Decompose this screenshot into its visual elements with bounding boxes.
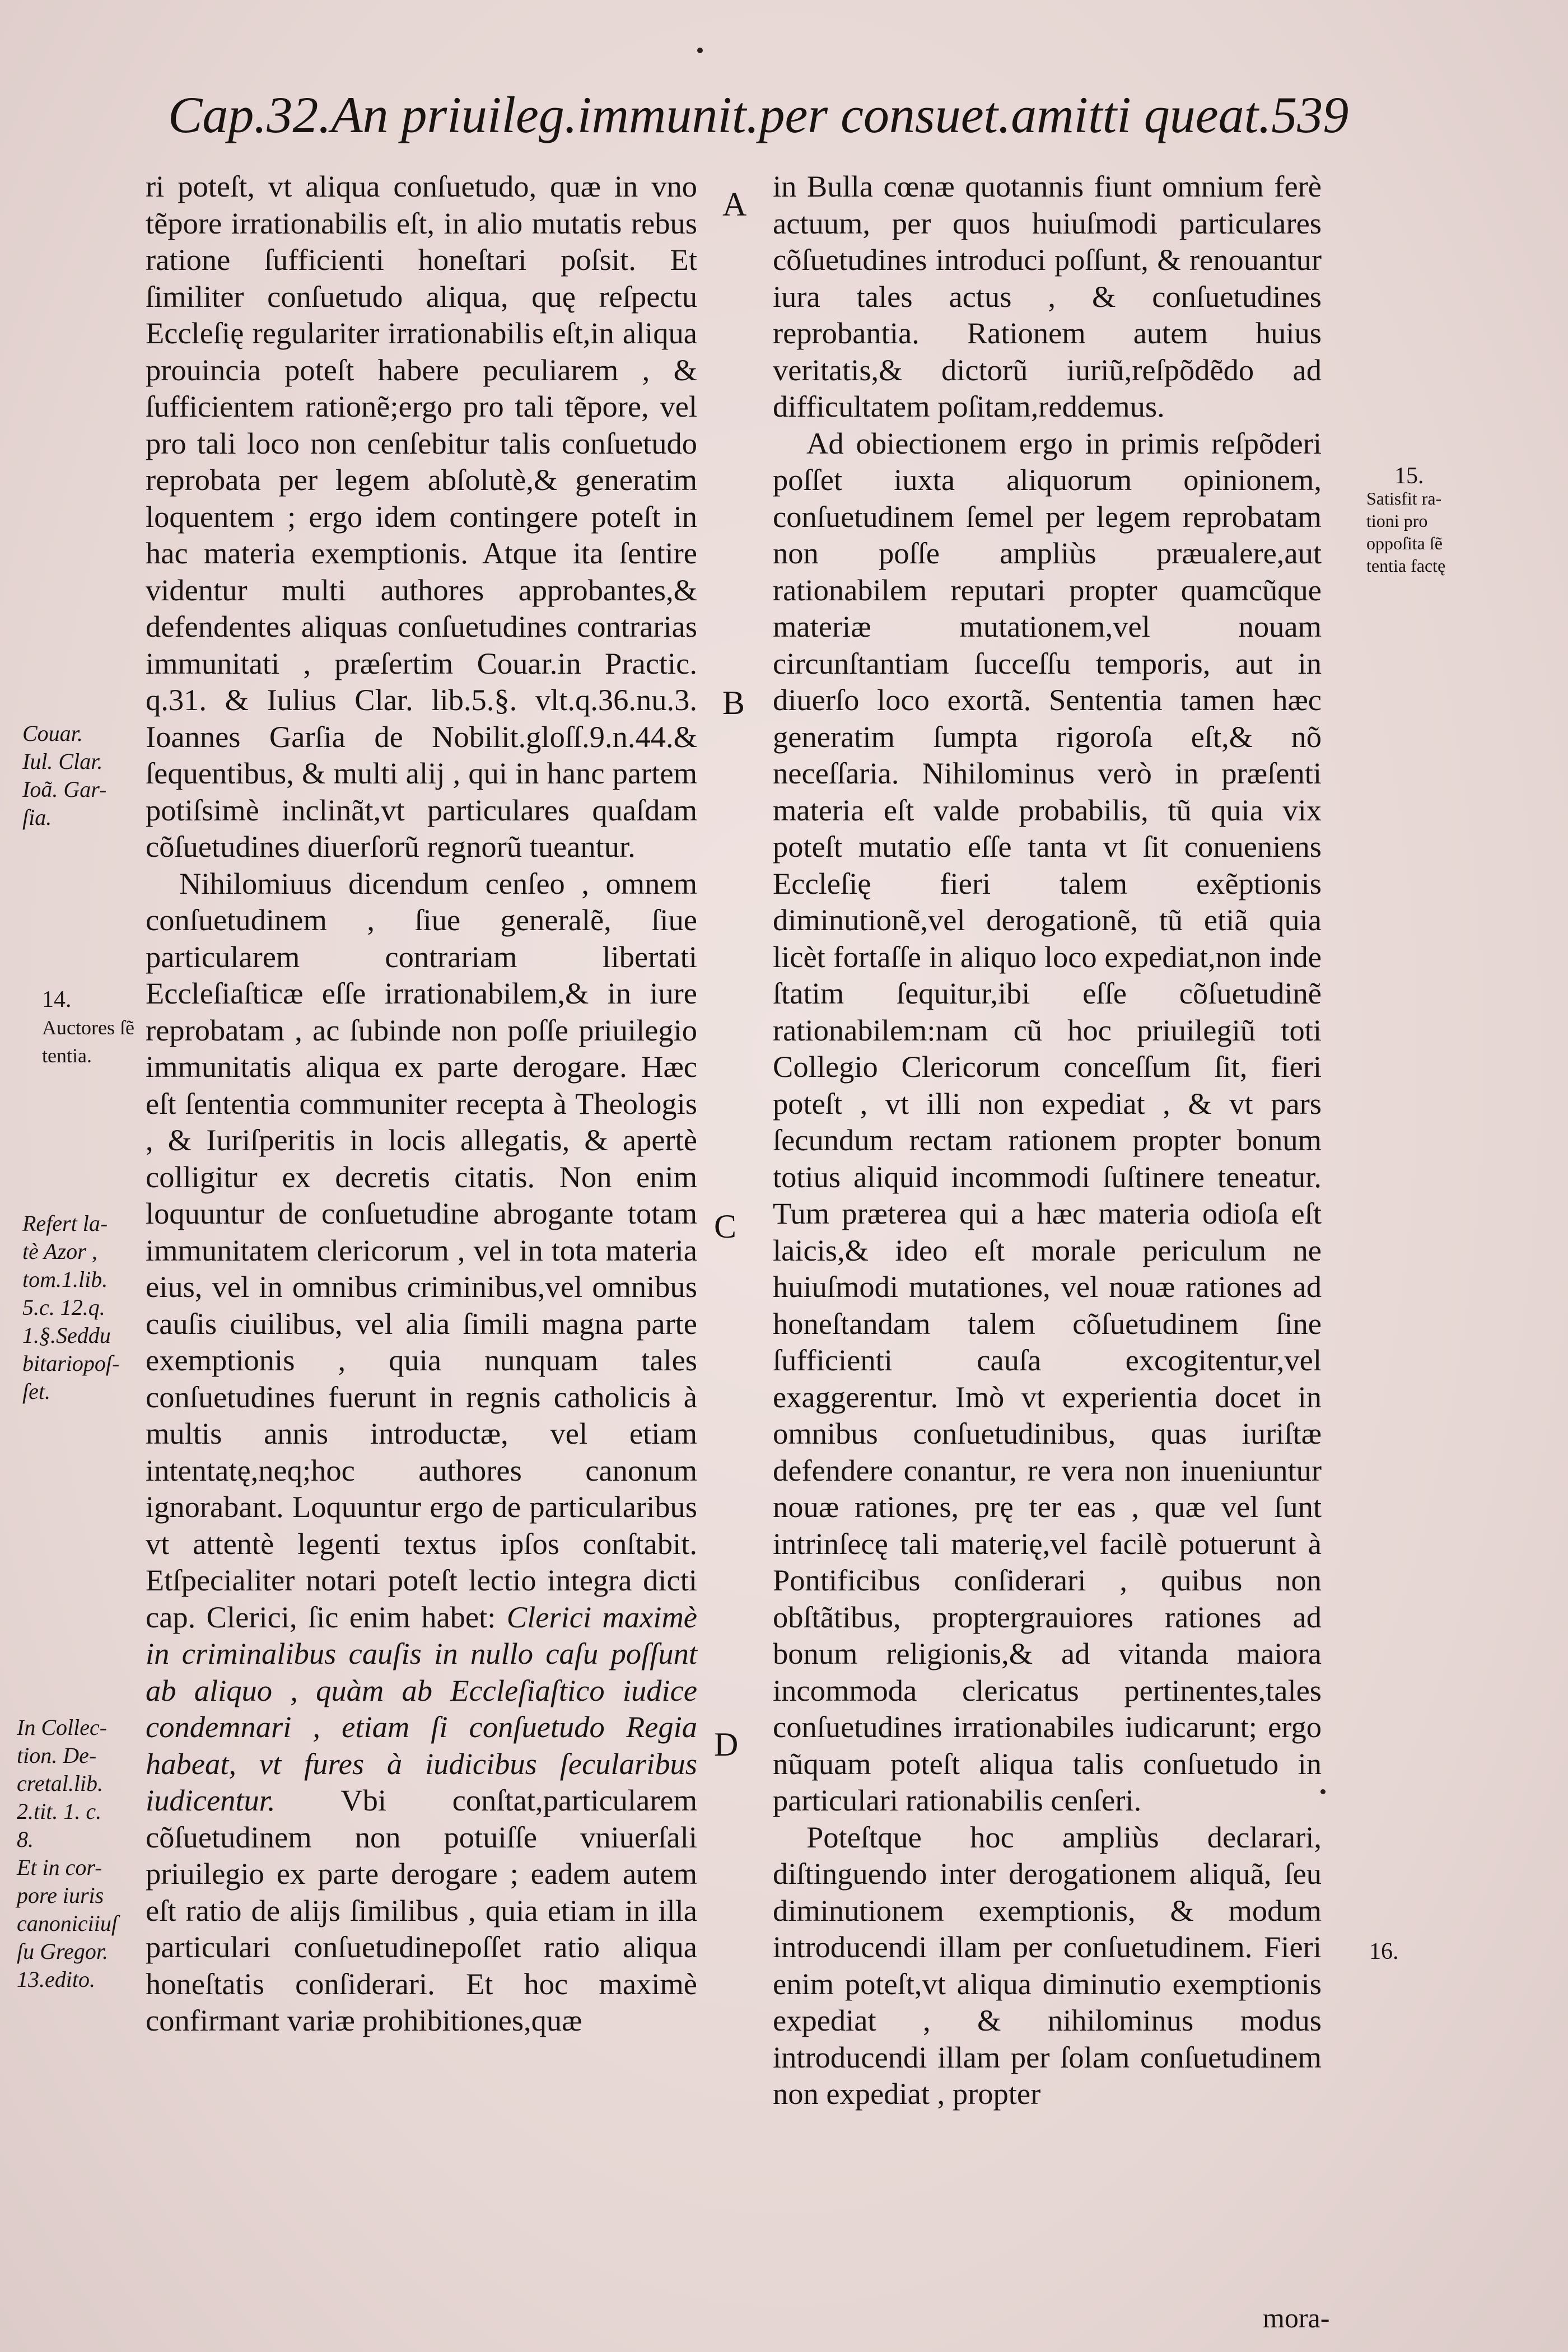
section-number-14: 14. <box>42 987 72 1012</box>
margin-note-14 <box>42 986 134 1070</box>
margin-line: ſet. <box>22 1379 50 1404</box>
catchword: mora- <box>1263 2302 1330 2334</box>
margin-line: tentia factę <box>1366 556 1446 576</box>
section-letter-a: A <box>722 186 747 223</box>
margin-line: tion. De- <box>17 1743 97 1768</box>
right-column <box>773 168 1322 2112</box>
margin-line: ſu Gregor. <box>17 1939 108 1964</box>
left-paragraph-1: ri poteſt, vt aliqua conſuetudo, quæ in vno tẽpore irrationabilis eſt, in alio mutatis rebus ratione ſufficienti honeſtari poſsit. Et ſimiliter conſuetudo aliqua, quę reſpectu Eccleſię regulariter irrationabilis eſt,in aliqua prouincia poteſt habere peculiarem , & ſufficientem rationẽ;ergo pro tali tẽpore, vel pro tali loco non cenſebitur talis conſuetudo reprobata per legem abſolutè,& generatim loquentem ; ergo idem contingere poteſt in hac materia exemptionis. Atque ita ſentire videntur multi authores approbantes,& defendentes aliquas conſuetudines contrarias immunitati , præſertim Couar.in Practic. q.31. & Iulius Clar. lib.5.§. vlt.q.36.nu.3. Ioannes Garſia de Nobilit.gloſſ.9.n.44.& ſequentibus, & multi alij , qui in hanc partem potiſsimè inclinãt,vt particulares quaſdam cõſuetudines diuerſorũ regnorũ tueantur. <box>146 169 697 864</box>
ink-spot <box>1320 1789 1326 1794</box>
right-paragraph-3: Poteſtque hoc ampliùs declarari, diſtinguendo inter derogationem aliquã, ſeu diminutionem exemptionis, & modum introducendi illam per conſuetudinem. Fieri enim poteſt,vt aliqua diminutio exemptionis expediat , & nihilominus modus introducendi illam per ſolam conſuetudinem non expediat , propter <box>773 1819 1322 2111</box>
left-quotation: Clerici maximè in criminalibus cauſis in nullo caſu poſſunt ab aliquo , quàm ab Eccleſiaſtico iudice condemnari , etiam ſi conſuetudo Regia habeat, vt fures à iudicibus ſecularibus iudicentur. <box>146 1599 697 1817</box>
margin-note-authors <box>22 720 106 832</box>
left-paragraph-2-text: Nihilomiuus dicendum cenſeo , omnem conſuetudinem , ſiue generalẽ, ſiue particularem contrariam libertati Eccleſiaſticæ eſſe irrationabilem,& in iure reprobatam , ac ſubinde non poſſe priuilegio immunitatis aliqua ex parte derogare. Hæc eſt ſententia communiter recepta à Theologis , & Iuriſperitis in locis allegatis, & apertè colligitur ex decretis citatis. Non enim loquuntur de conſuetudine abrogante totam immunitatem clericorum , vel in tota materia eius, vel in omnibus criminibus,vel omnibus cauſis ciuilibus, vel alia ſimili magna parte exemptionis , quia nunquam tales conſuetudines fuerunt in regnis catholicis à multis annis introductæ, vel etiam intentatę,neq;hoc authores canonum ignorabant. Loquuntur ergo de particularibus vt attentè legenti textus ipſos conſtabit. Etſpecialiter notari poteſt lectio integra dicti cap. Clerici, ſic enim habet: <box>146 866 697 1634</box>
margin-line: canoniciiuſ <box>17 1911 118 1936</box>
left-paragraph-2 <box>146 865 697 2039</box>
margin-note-collection <box>17 1714 118 1994</box>
running-title: Cap.32.An priuileg.immunit.per consuet.amitti queat. <box>168 86 1272 143</box>
margin-line: tentia. <box>42 1044 92 1067</box>
right-paragraph-1: in Bulla cœnæ quotannis fiunt omnium ferè actuum, per quos huiuſmodi particulares cõſuetudines introduci poſſunt, & renouantur iura tales actus , & conſuetudines reprobantia. Rationem autem huius veritatis,& dictorũ iuriũ,reſpõdẽdo ad difficultatem poſitam,reddemus. <box>773 169 1322 423</box>
margin-line: tom.1.lib. <box>22 1267 108 1292</box>
left-column <box>146 168 697 2039</box>
section-letter-d: D <box>714 1726 739 1763</box>
margin-line: 8. <box>17 1827 34 1852</box>
margin-note-15 <box>1366 465 1445 577</box>
margin-line: 5.c. 12.q. <box>22 1295 105 1320</box>
ink-spot <box>697 48 703 53</box>
margin-line: Iul. Clar. <box>22 749 103 774</box>
margin-line: Et in cor- <box>17 1855 102 1880</box>
margin-note-azor <box>22 1210 119 1406</box>
margin-line: tioni pro <box>1366 511 1428 531</box>
margin-line: Refert la- <box>22 1211 108 1236</box>
right-paragraph-2: Ad obiectionem ergo in primis reſpõderi poſſet iuxta aliquorum opinionem, conſuetudinem ſemel per legem reprobatam non poſſe ampliùs præualere,aut rationabilem reputari propter quamcũque materiæ mutationem,vel nouam circunſtantiam ſucceſſu temporis, aut in diuerſo loco exortã. Sententia tamen hæc generatim ſumpta rigoroſa eſt,& nõ neceſſaria. Nihilominus verò in præſenti materia eſt valde probabilis, tũ quia vix poteſt mutatio eſſe tanta vt ſit conueniens Eccleſię fieri talem exẽptionis diminutionẽ,vel derogationẽ, tũ etiã quia licèt fortaſſe in aliquo loco expediat,non inde ſtatim ſequitur,ibi eſſe cõſuetudinẽ rationabilem:nam cũ hoc priuilegiũ toti Collegio Clericorum conceſſum ſit, fieri poteſt , vt illi non expediat , & vt pars ſecundum rectam rationem propter bonum totius aliquid incommodi ſuſtinere teneatur. Tum præterea qui a hæc materia odioſa eſt laicis,& ideo eſt morale periculum ne huiuſmodi mutationes, vel nouæ rationes ad honeſtandam talem cõſuetudinem ſine ſufficienti cauſa excogitentur,vel exaggerentur. Imò vt experientia docet in omnibus conſuetudinibus, quas iuriſtæ defendere conantur, re vera non inueniuntur nouæ rationes, prę ter eas , quæ vel ſunt intrinſecę tali materię,vel facilè potuerunt à Pontificibus conſiderari , quibus non obſtãtibus, proptergrauiores rationes ad bonum religionis,& ad vitanda maiora incommoda clericatus pertinentes,tales conſuetudines irrationabiles iudicarunt; ergo nũquam poteſt aliqua talis conſuetudo in particulari rationabilis cenſeri. <box>773 426 1322 1817</box>
margin-line: oppoſita ſẽ <box>1366 533 1443 553</box>
margin-line: Ioã. Gar- <box>22 777 107 802</box>
running-header <box>168 73 1349 157</box>
section-letter-c: C <box>714 1208 737 1245</box>
margin-line: Satisfit ra- <box>1366 488 1442 508</box>
margin-line: pore iuris <box>17 1883 104 1908</box>
margin-line: 13.edito. <box>17 1967 95 1992</box>
page-number: 539 <box>1271 86 1349 143</box>
section-number-16: 16. <box>1369 1939 1399 1964</box>
margin-line: ſia. <box>22 805 52 830</box>
margin-line: 2.tit. 1. c. <box>17 1799 102 1824</box>
left-paragraph-2-tail: Vbi conſtat,particularem cõſuetudinem non potuiſſe vniuerſali priuilegio ex parte derogare ; eadem autem eſt ratio de alijs ſimilibus , quia etiam in illa particulari conſuetudinepoſſet ratio aliqua honeſtatis conſiderari. Et hoc maximè confirmant variæ prohibitiones,quæ <box>146 1783 697 2037</box>
margin-line: cretal.lib. <box>17 1771 104 1796</box>
section-letter-b: B <box>722 684 745 721</box>
margin-line: In Collec- <box>17 1715 108 1740</box>
margin-line: Auctores ſẽ <box>42 1016 134 1039</box>
section-number-15: 15. <box>1394 463 1424 489</box>
margin-line: bitariopoſ- <box>22 1351 120 1376</box>
margin-line: 1.§.Seddu <box>22 1323 111 1348</box>
margin-line: Couar. <box>22 721 83 746</box>
margin-line: tè Azor , <box>22 1239 97 1264</box>
